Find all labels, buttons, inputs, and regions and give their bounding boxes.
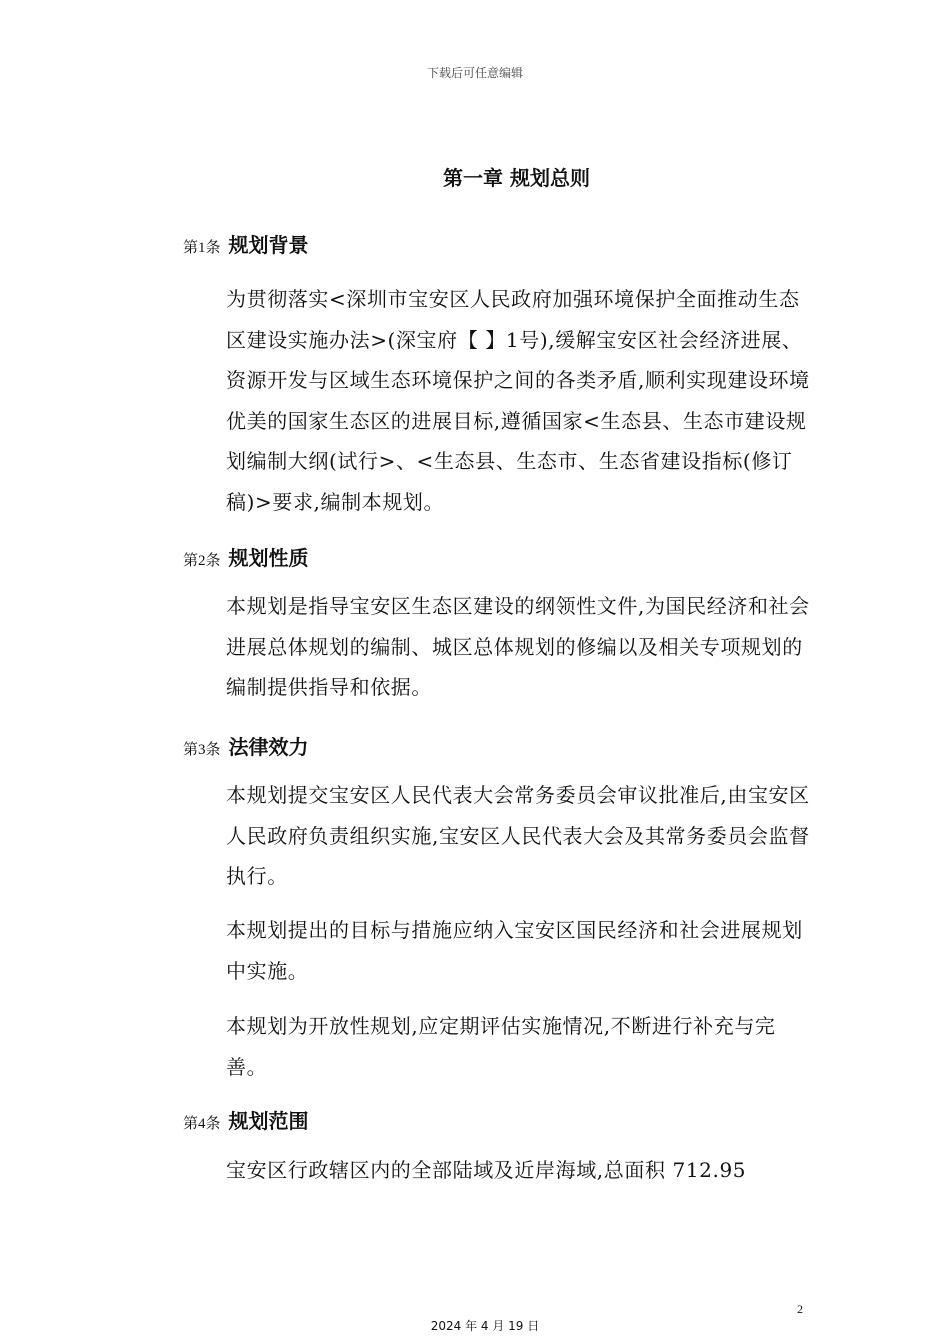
article-heading-1 [183,229,309,258]
article-title: 法律效力 [228,735,309,759]
article-number: 第4条 [183,1116,221,1132]
article-heading-4 [183,1105,309,1134]
article-heading-2 [183,542,309,571]
page-header: 下载后可任意编辑 [426,66,523,80]
paragraph-legal-1: 本规划提交宝安区人民代表大会常务委员会审议批准后,由宝安区人民政府负责组织实施,宝安区人民代表大会及其常务委员会监督执行。 [226,783,810,888]
article-heading-3 [183,731,309,760]
paragraph-scope: 宝安区行政辖区内的全部陆域及近岸海域,总面积 712.95 [226,1158,747,1182]
page-number: 2 [797,1302,803,1316]
article-number: 第3条 [183,742,221,758]
paragraph-nature: 本规划是指导宝安区生态区建设的纲领性文件,为国民经济和社会进展总体规划的编制、城区总体规划的修编以及相关专项规划的编制提供指导和依据。 [226,594,810,699]
article-title: 规划背景 [228,233,309,257]
paragraph-legal-3: 本规划为开放性规划,应定期评估实施情况,不断进行补充与完善。 [226,1014,776,1079]
paragraph-legal-2: 本规划提出的目标与措施应纳入宝安区国民经济和社会进展规划中实施。 [226,918,803,983]
article-title: 规划范围 [228,1109,309,1133]
article-title: 规划性质 [228,546,309,570]
paragraph-background: 为贯彻落实<深圳市宝安区人民政府加强环境保护全面推动生态区建设实施办法>(深宝府【 】1号),缓解宝安区社会经济进展、资源开发与区域生态环境保护之间的各类矛盾,顺利实现建设环境优美的国家生态区的进展目标,遵循国家<生态县、生态市建设规划编制大纲(试行>、<生态县、生态市、生态省建设指标(修订稿)>要求,编制本规划。 [226,287,810,514]
article-number: 第1条 [183,240,221,256]
article-number: 第2条 [183,553,221,569]
chapter-title: 第一章 规划总则 [443,166,590,190]
footer-date: 2024 年 4 月 19 日 [430,1319,540,1333]
